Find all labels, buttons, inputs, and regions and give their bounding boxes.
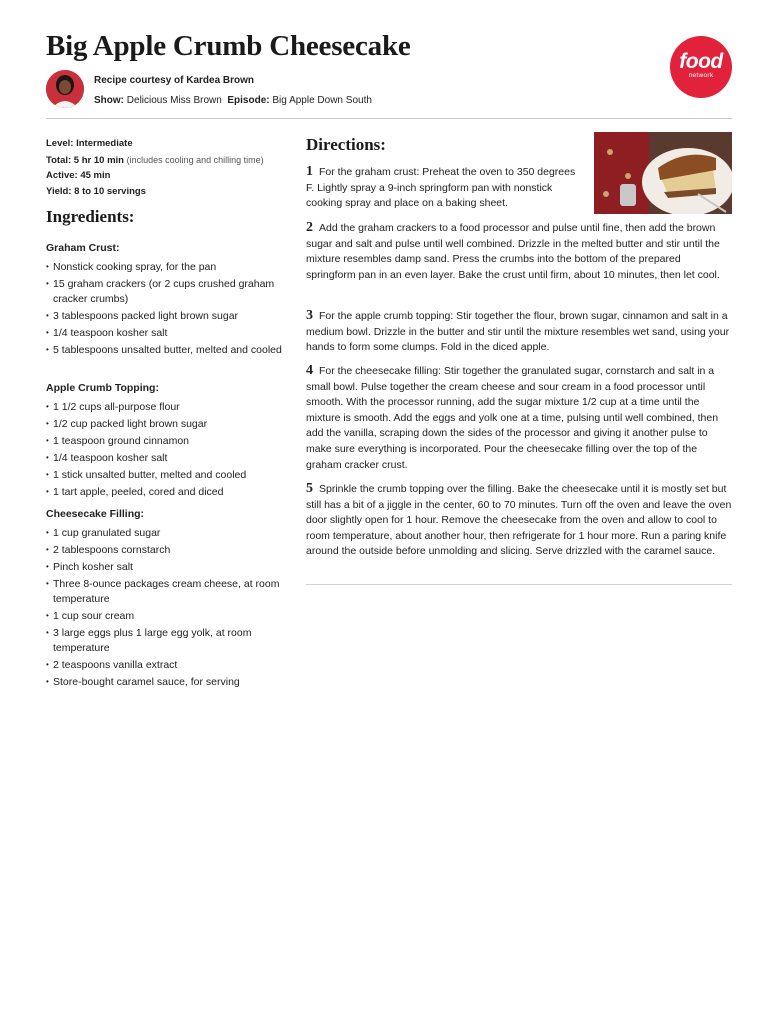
ingredient-item: • 2 teaspoons vanilla extract [46, 658, 286, 673]
ingredient-item: • 3 large eggs plus 1 large egg yolk, at room temperature [46, 626, 286, 656]
directions-divider [306, 584, 732, 585]
level-label: Level: [46, 138, 74, 149]
cheesecake-image [594, 132, 732, 214]
show-episode-line [94, 95, 372, 106]
ingredient-item: • 1/4 teaspoon kosher salt [46, 326, 286, 341]
ingredient-group-title: Apple Crumb Topping: [46, 382, 159, 394]
ingredient-item: • 1 cup granulated sugar [46, 526, 286, 541]
ingredient-item: • 1 stick unsalted butter, melted and cooled [46, 468, 286, 483]
active-label: Active: [46, 170, 78, 181]
ingredient-list-crumb [46, 400, 286, 502]
step-number: 2 [306, 220, 313, 235]
active-value: 45 min [80, 170, 111, 181]
step-text: For the cheesecake filling: Stir together the granulated sugar, cornstarch and salt in a small bowl. Pulse together the cream cheese and sour cream in a food processor until smooth. With the processor running, add the sugar mixture 1/2 cup at a time until the mixture is smooth. Add the eggs and yolk one at a time, pulsing until well combined, then add the vanilla, scraping down the sides of the processor and giving it another pulse to make sure everything is incorporated. Pour the cheesecake filling over the top of the graham cracker crust. [306, 365, 719, 471]
directions-heading: Directions: [306, 135, 386, 154]
ingredient-item: • Pinch kosher salt [46, 560, 286, 575]
yield-label: Yield: [46, 186, 72, 197]
ingredient-item: • 2 tablespoons cornstarch [46, 543, 286, 558]
chef-portrait-image [46, 70, 84, 108]
episode-link[interactable]: Big Apple Down South [272, 95, 372, 106]
meta-level [46, 138, 133, 150]
direction-step [306, 363, 732, 473]
ingredients-heading: Ingredients: [46, 207, 135, 226]
ingredient-group-title: Graham Crust: [46, 242, 120, 254]
step-number: 3 [306, 308, 313, 323]
chef-avatar [46, 70, 84, 108]
ingredient-group-title: Cheesecake Filling: [46, 508, 145, 520]
meta-yield [46, 186, 146, 198]
ingredient-item: • 1 teaspoon ground cinnamon [46, 434, 286, 449]
ingredient-item: • 3 tablespoons packed light brown sugar [46, 309, 286, 324]
ingredient-item: • 1 1/2 cups all-purpose flour [46, 400, 286, 415]
total-value: 5 hr 10 min [73, 155, 124, 166]
direction-step [306, 220, 732, 283]
direction-step [306, 308, 732, 356]
ingredient-item: • 1/2 cup packed light brown sugar [46, 417, 286, 432]
credit-text: Recipe courtesy of Kardea Brown [94, 75, 255, 86]
step-text: Sprinkle the crumb topping over the filling. Bake the cheesecake until it is mostly set but still has a bit of a jiggle in the center, 60 to 70 minutes. Turn off the oven and leave the oven door slightly open for 1 hour. Remove the cheesecake from the oven and allow to cool to room temperature, about another hour, then refrigerate for 1 hour more. Run a paring knife around the outside before unmolding and slicing. Serve drizzled with the caramel sauce. [306, 483, 732, 558]
ingredient-item: • 5 tablespoons unsalted butter, melted and cooled [46, 343, 286, 358]
yield-value: 8 to 10 servings [74, 186, 146, 197]
ingredient-list-filling [46, 526, 286, 692]
show-label: Show: [94, 95, 124, 106]
level-value: Intermediate [76, 138, 133, 149]
direction-step [306, 481, 732, 560]
ingredient-item: • Nonstick cooking spray, for the pan [46, 260, 286, 275]
step-text: Add the graham crackers to a food processor and pulse until fine, then add the brown sugar and salt and pulse until well combined. Drizzle in the melted butter and stir until the mixture resembles damp sand. Press the crumbs into the bottom of the prepared springform pan in an even layer. Bake the crust until firm, about 10 minutes, then let cool. [306, 222, 720, 281]
recipe-credit [94, 75, 254, 86]
ingredient-item: • 15 graham crackers (or 2 cups crushed graham cracker crumbs) [46, 277, 286, 307]
ingredient-item: • Three 8-ounce packages cream cheese, at room temperature [46, 577, 286, 607]
ingredient-list-graham [46, 260, 286, 360]
total-label: Total: [46, 155, 72, 166]
logo-word-network: network [688, 72, 714, 79]
show-link[interactable]: Delicious Miss Brown [126, 95, 222, 106]
episode-label: Episode: [227, 95, 270, 106]
ingredient-item: • 1 tart apple, peeled, cored and diced [46, 485, 286, 500]
meta-active [46, 170, 110, 182]
ingredient-item: • 1 cup sour cream [46, 609, 286, 624]
logo-word-food: food [679, 50, 723, 73]
food-network-logo[interactable] [670, 36, 732, 98]
step-number: 4 [306, 363, 313, 378]
header-divider [46, 118, 732, 119]
recipe-title: Big Apple Crumb Cheesecake [46, 30, 411, 62]
step-text: For the graham crust: Preheat the oven to 350 degrees F. Lightly spray a 9-inch springform pan with nonstick cooking spray and place on a baking sheet. [306, 166, 576, 210]
cheesecake-photo [594, 132, 732, 214]
step-number: 5 [306, 481, 313, 496]
ingredient-item: • 1/4 teaspoon kosher salt [46, 451, 286, 466]
ingredient-item: • Store-bought caramel sauce, for serving [46, 675, 286, 690]
step-text: For the apple crumb topping: Stir together the flour, brown sugar, cinnamon and salt in a medium bowl. Drizzle in the butter and stir until the mixture resembles wet sand, using your hands to form some clumps. Fold in the diced apple. [306, 310, 730, 354]
step-number: 1 [306, 164, 313, 179]
direction-step [306, 164, 586, 212]
total-note: (includes cooling and chilling time) [126, 155, 264, 165]
meta-total [46, 154, 264, 167]
